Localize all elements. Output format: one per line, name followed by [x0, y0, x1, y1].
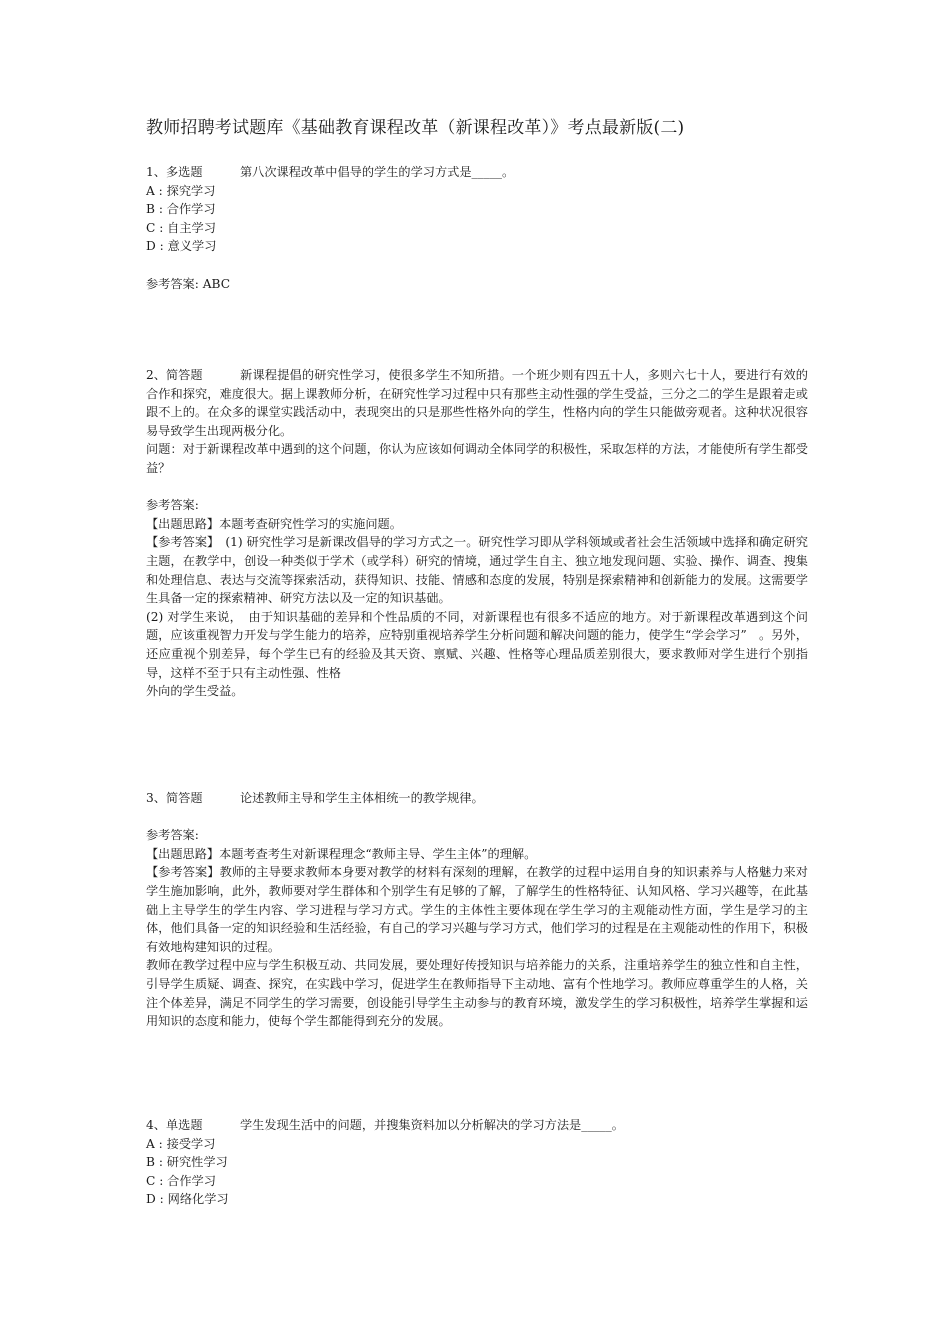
answer-paragraph-2: (2) 对学生来说， 由于知识基础的差异和个性品质的不同，对新课程也有很多不适应的地方。对于新课程改革遇到这个问题，应该重视智力开发与学生能力的培养，应特别重视培养学生分析问题和解决问题的能力，使学生“学会学习” 。另外，还应重视个别差异，每个学生已有的经验及其天资、禀赋、兴趣、性格等心理品质差别很大，要求教师对学生进行个别指导，这样不至于只有主动性强、性格	[146, 609, 808, 680]
option-b: B : 研究性学习	[146, 1155, 228, 1170]
question-type-label: 2、简答题	[146, 368, 203, 382]
answer-label: 参考答案:	[146, 498, 199, 513]
question-3	[146, 789, 808, 1031]
question-stem: 新课程提倡的研究性学习，使很多学生不知所措。一个班少则有四五十人，多则六七十人，要进行有效的合作和探究，难度很大。据上课教师分析，在研究性学习过程中只有那些主动性强的学生受益，三分之二的学生是跟着走或跟不上的。在众多的课堂实践活动中，表现突出的只是那些性格外向的学生，性格内向的学生只能做旁观者。这种状况很容易导致学生出现两极分化。	[146, 368, 808, 438]
option-d: D : 网络化学习	[146, 1192, 229, 1207]
question-stem: 学生发现生活中的问题，并搜集资料加以分析解决的学习方法是_____。	[240, 1118, 624, 1132]
question-prompt: 问题：对于新课程改革中遇到的这个问题，你认为应该如何调动全体同学的积极性，采取怎样的方法，才能使所有学生都受益？	[146, 442, 808, 475]
question-type-label: 3、简答题	[146, 791, 203, 805]
answer-label: 参考答案:	[146, 828, 199, 843]
option-d: D : 意义学习	[146, 239, 217, 254]
question-2	[146, 366, 808, 701]
question-type-label: 1、多选题	[146, 165, 203, 179]
question-4	[146, 1116, 808, 1209]
answer-idea: 【出题思路】本题考查考生对新课程理念“教师主导、学生主体”的理解。	[146, 846, 537, 861]
question-stem: 论述教师主导和学生主体相统一的教学规律。	[240, 791, 484, 805]
question-header	[146, 1116, 808, 1135]
answer-paragraph-1: 【参考答案】教师的主导要求教师本身要对教学的材料有深刻的理解，在教学的过程中运用自身的知识素养与人格魅力来对学生施加影响，此外，教师要对学生群体和个别学生有足够的了解，了解学生的性格特征、认知风格、学习兴趣等，在此基础上主导学生的学生内容、学习进程与学习方式。学生的主体性主要体现在学生学习的主观能动性方面，学生是学习的主体，他们具备一定的知识经验和生活经验，有自己的学习兴趣与学习方式，他们学习的过程是在主观能动性的作用下，积极有效地构建知识的过程。	[146, 865, 808, 954]
question-type-label: 4、单选题	[146, 1118, 203, 1132]
answer-paragraph-1: 【参考答案】 (1) 研究性学习是新课改倡导的学习方式之一。研究性学习即从学科领域或者社会生活领域中选择和确定研究主题，在教学中，创设一种类似于学术（或学科）研究的情境，通过学生自主、独立地发现问题、实验、操作、调查、搜集和处理信息、表达与交流等探索活动，获得知识、技能、情感和态度的发展，特别是探索精神和创新能力的发展。这需要学生具备一定的探索精神、研究方法以及一定的知识基础。	[146, 535, 808, 606]
question-stem: 第八次课程改革中倡导的学生的学习方式是_____。	[240, 165, 515, 179]
answer-idea: 【出题思路】本题考查研究性学习的实施问题。	[146, 516, 402, 531]
page-title: 教师招聘考试题库《基础教育课程改革（新课程改革）》考点最新版(二)	[146, 118, 685, 138]
question-stem-paragraph	[146, 366, 808, 440]
answer: 参考答案: ABC	[146, 276, 231, 291]
option-b: B : 合作学习	[146, 202, 216, 217]
option-c: C : 合作学习	[146, 1173, 216, 1188]
answer-paragraph-3: 外向的学生受益。	[146, 684, 244, 699]
option-a: A : 探究学习	[146, 183, 216, 198]
question-header	[146, 163, 808, 182]
option-c: C : 自主学习	[146, 220, 216, 235]
question-header	[146, 789, 808, 808]
answer-paragraph-2: 教师在教学过程中应与学生积极互动、共同发展，要处理好传授知识与培养能力的关系，注重培养学生的独立性和自主性，引导学生质疑、调查、探究，在实践中学习，促进学生在教师指导下主动地、富有个性地学习。教师应尊重学生的人格，关注个体差异，满足不同学生的学习需要，创设能引导学生主动参与的教育环境，激发学生的学习积极性，培养学生掌握和运用知识的态度和能力，使每个学生都能得到充分的发展。	[146, 958, 808, 1029]
option-a: A : 接受学习	[146, 1136, 216, 1151]
question-1	[146, 163, 808, 293]
